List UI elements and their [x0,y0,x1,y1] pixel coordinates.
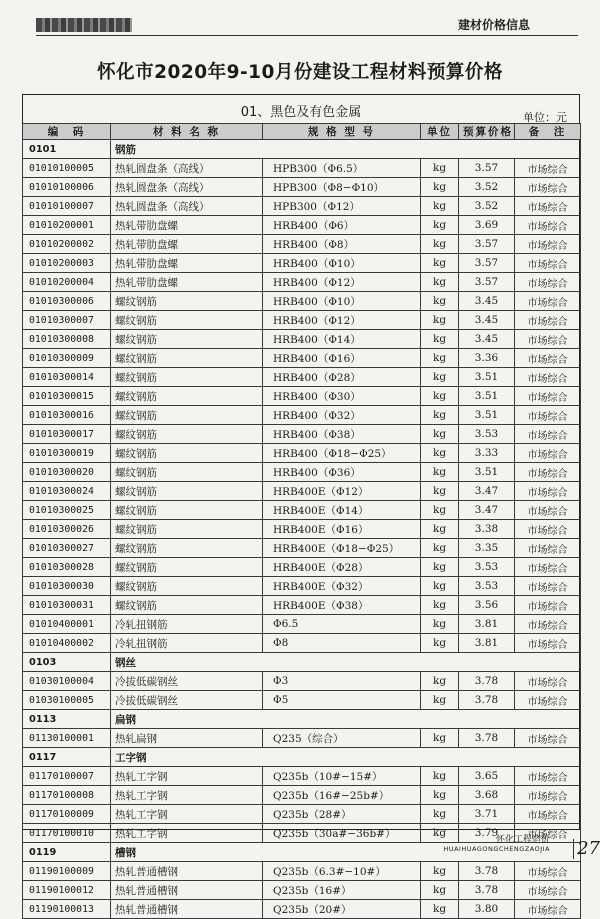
category-code: 0113 [23,710,111,729]
item-note: 市场综合 [515,254,581,273]
item-price: 3.69 [459,216,515,235]
item-note: 市场综合 [515,235,581,254]
item-spec: HPB300（Φ8−Φ10） [263,178,421,197]
item-name: 冷拔低碳钢丝 [111,691,263,710]
column-header: 规 格 型 号 [263,124,421,140]
item-unit: kg [421,273,459,292]
item-code: 01010200001 [23,216,111,235]
table-row [23,672,581,691]
item-name: 热轧工字钢 [111,786,263,805]
item-name: 螺纹钢筋 [111,387,263,406]
item-note: 市场综合 [515,330,581,349]
table-row [23,406,581,425]
item-spec: Φ3 [263,672,421,691]
category-code: 0103 [23,653,111,672]
item-price: 3.78 [459,691,515,710]
item-price: 3.38 [459,520,515,539]
item-unit: kg [421,159,459,178]
table-row [23,805,581,824]
item-name: 螺纹钢筋 [111,406,263,425]
item-price: 3.35 [459,539,515,558]
item-spec: HRB400（Φ14） [263,330,421,349]
category-name: 槽钢 [111,843,581,862]
item-code: 01170100008 [23,786,111,805]
item-unit: kg [421,197,459,216]
item-note: 市场综合 [515,596,581,615]
item-note: 市场综合 [515,482,581,501]
item-code: 01010400001 [23,615,111,634]
item-name: 冷拔低碳钢丝 [111,672,263,691]
item-name: 冷轧扭钢筋 [111,634,263,653]
item-unit: kg [421,178,459,197]
item-price: 3.47 [459,501,515,520]
item-name: 热轧带肋盘螺 [111,216,263,235]
item-note: 市场综合 [515,311,581,330]
table-row [23,349,581,368]
item-unit: kg [421,444,459,463]
item-price: 3.53 [459,577,515,596]
item-unit: kg [421,292,459,311]
table-row [23,501,581,520]
item-unit: kg [421,235,459,254]
item-code: 01010400002 [23,634,111,653]
item-price: 3.57 [459,235,515,254]
item-note: 市场综合 [515,767,581,786]
table-row [23,463,581,482]
item-spec: HRB400E（Φ18−Φ25） [263,539,421,558]
item-unit: kg [421,463,459,482]
item-spec: Q235b（16#−25b#） [263,786,421,805]
column-header: 预算价格 [459,124,515,140]
category-row [23,710,581,729]
item-note: 市场综合 [515,672,581,691]
item-code: 01170100007 [23,767,111,786]
item-price: 3.52 [459,197,515,216]
table-row [23,691,581,710]
item-price: 3.51 [459,406,515,425]
item-unit: kg [421,862,459,881]
item-name: 热轧圆盘条（高线） [111,178,263,197]
item-code: 01010300016 [23,406,111,425]
table-row [23,634,581,653]
item-code: 01010300027 [23,539,111,558]
item-name: 热轧带肋盘螺 [111,254,263,273]
item-price: 3.53 [459,425,515,444]
item-code: 01010300008 [23,330,111,349]
item-code: 01010300014 [23,368,111,387]
item-price: 3.57 [459,159,515,178]
item-price: 3.78 [459,672,515,691]
item-spec: HRB400E（Φ28） [263,558,421,577]
item-name: 热轧带肋盘螺 [111,235,263,254]
item-unit: kg [421,824,459,843]
item-unit: kg [421,729,459,748]
item-code: 01030100005 [23,691,111,710]
price-table [22,123,581,919]
column-header: 备 注 [515,124,581,140]
item-spec: Q235b（16#） [263,881,421,900]
category-code: 0117 [23,748,111,767]
category-row [23,140,581,159]
item-note: 市场综合 [515,786,581,805]
item-unit: kg [421,805,459,824]
item-note: 市场综合 [515,444,581,463]
item-note: 市场综合 [515,349,581,368]
table-header-row [23,124,581,140]
table-row [23,273,581,292]
unit-label: 单位：元 [523,111,567,124]
item-unit: kg [421,539,459,558]
item-unit: kg [421,520,459,539]
table-row [23,767,581,786]
item-unit: kg [421,672,459,691]
item-name: 热轧圆盘条（高线） [111,197,263,216]
item-note: 市场综合 [515,292,581,311]
item-note: 市场综合 [515,881,581,900]
table-row [23,900,581,919]
item-name: 螺纹钢筋 [111,463,263,482]
item-code: 01010300019 [23,444,111,463]
item-code: 01010300030 [23,577,111,596]
item-note: 市场综合 [515,216,581,235]
item-spec: Q235b（6.3#−10#） [263,862,421,881]
item-spec: HRB400（Φ30） [263,387,421,406]
item-name: 螺纹钢筋 [111,444,263,463]
item-name: 热轧工字钢 [111,767,263,786]
item-unit: kg [421,482,459,501]
table-row [23,330,581,349]
item-spec: HRB400（Φ32） [263,406,421,425]
header-tag: 建材价格信息 [457,18,530,32]
item-price: 3.81 [459,634,515,653]
item-spec: HRB400（Φ8） [263,235,421,254]
item-spec: HRB400（Φ10） [263,254,421,273]
item-note: 市场综合 [515,634,581,653]
item-unit: kg [421,615,459,634]
item-code: 01010100006 [23,178,111,197]
page-footer [443,832,578,853]
table-row [23,615,581,634]
item-note: 市场综合 [515,501,581,520]
item-note: 市场综合 [515,558,581,577]
item-code: 01010300028 [23,558,111,577]
item-price: 3.51 [459,368,515,387]
item-spec: HRB400（Φ10） [263,292,421,311]
item-spec: Φ6.5 [263,615,421,634]
table-row [23,216,581,235]
item-spec: Q235b（28#） [263,805,421,824]
item-note: 市场综合 [515,178,581,197]
column-header: 单位 [421,124,459,140]
item-unit: kg [421,501,459,520]
item-unit: kg [421,387,459,406]
item-spec: HPB300（Φ6.5） [263,159,421,178]
item-code: 01190100012 [23,881,111,900]
item-name: 螺纹钢筋 [111,425,263,444]
table-row [23,425,581,444]
publication-logo [36,18,132,32]
item-note: 市场综合 [515,862,581,881]
item-code: 01010100007 [23,197,111,216]
page-header [22,14,582,34]
item-note: 市场综合 [515,159,581,178]
item-price: 3.47 [459,482,515,501]
item-name: 热轧普通槽钢 [111,900,263,919]
item-note: 市场综合 [515,406,581,425]
category-code: 0101 [23,140,111,159]
item-unit: kg [421,881,459,900]
item-code: 01010200002 [23,235,111,254]
item-name: 热轧普通槽钢 [111,862,263,881]
item-unit: kg [421,425,459,444]
item-name: 螺纹钢筋 [111,520,263,539]
table-row [23,520,581,539]
table-row [23,292,581,311]
table-row [23,482,581,501]
item-code: 01130100001 [23,729,111,748]
item-price: 3.56 [459,596,515,615]
item-name: 螺纹钢筋 [111,596,263,615]
item-spec: Q235b（30a#−36b#） [263,824,421,843]
table-body [23,140,581,919]
item-name: 螺纹钢筋 [111,577,263,596]
item-spec: Q235b（10#−15#） [263,767,421,786]
item-price: 3.71 [459,805,515,824]
item-price: 3.52 [459,178,515,197]
item-note: 市场综合 [515,900,581,919]
item-unit: kg [421,406,459,425]
item-price: 3.81 [459,615,515,634]
item-price: 3.57 [459,254,515,273]
item-note: 市场综合 [515,729,581,748]
item-unit: kg [421,349,459,368]
table-row [23,159,581,178]
category-name: 钢筋 [111,140,581,159]
item-name: 热轧扁钢 [111,729,263,748]
item-spec: HRB400（Φ6） [263,216,421,235]
item-price: 3.51 [459,387,515,406]
table-row [23,444,581,463]
item-spec: HRB400（Φ36） [263,463,421,482]
item-name: 螺纹钢筋 [111,311,263,330]
column-header: 编 码 [23,124,111,140]
item-note: 市场综合 [515,691,581,710]
table-row [23,596,581,615]
item-price: 3.45 [459,292,515,311]
item-price: 3.53 [459,558,515,577]
item-code: 01010100005 [23,159,111,178]
item-name: 热轧工字钢 [111,805,263,824]
item-price: 3.80 [459,900,515,919]
item-spec: HRB400（Φ18−Φ25） [263,444,421,463]
item-price: 3.78 [459,862,515,881]
item-spec: HRB400（Φ12） [263,311,421,330]
item-code: 01010300015 [23,387,111,406]
table-row [23,311,581,330]
item-name: 螺纹钢筋 [111,558,263,577]
item-price: 3.33 [459,444,515,463]
item-spec: Q235b（20#） [263,900,421,919]
item-code: 01190100013 [23,900,111,919]
item-note: 市场综合 [515,520,581,539]
table-row [23,387,581,406]
item-note: 市场综合 [515,615,581,634]
item-price: 3.45 [459,330,515,349]
column-header: 材 料 名 称 [111,124,263,140]
item-name: 螺纹钢筋 [111,330,263,349]
table-row [23,729,581,748]
item-spec: HRB400（Φ12） [263,273,421,292]
item-spec: HRB400E（Φ12） [263,482,421,501]
item-unit: kg [421,767,459,786]
category-row [23,748,581,767]
table-row [23,881,581,900]
table-row [23,368,581,387]
item-code: 01190100009 [23,862,111,881]
table-row [23,235,581,254]
footer-brand: 怀化工程造价 [495,835,550,845]
footer-pinyin: HUAIHUAGONGCHENGZAOJIA [443,845,550,853]
item-name: 螺纹钢筋 [111,539,263,558]
table-row [23,862,581,881]
item-spec: HRB400E（Φ14） [263,501,421,520]
item-spec: Φ5 [263,691,421,710]
item-unit: kg [421,330,459,349]
item-name: 螺纹钢筋 [111,292,263,311]
item-code: 01010300026 [23,520,111,539]
table-row [23,786,581,805]
item-code: 01010200003 [23,254,111,273]
item-unit: kg [421,577,459,596]
item-note: 市场综合 [515,463,581,482]
page-number: 27 [577,838,600,859]
item-note: 市场综合 [515,368,581,387]
table-row [23,197,581,216]
item-note: 市场综合 [515,425,581,444]
table-row [23,577,581,596]
item-name: 热轧普通槽钢 [111,881,263,900]
category-name: 扁钢 [111,710,581,729]
category-code: 0119 [23,843,111,862]
category-name: 钢丝 [111,653,581,672]
item-unit: kg [421,216,459,235]
item-unit: kg [421,596,459,615]
item-note: 市场综合 [515,824,581,843]
item-name: 热轧工字钢 [111,824,263,843]
item-spec: HPB300（Φ12） [263,197,421,216]
item-spec: Φ8 [263,634,421,653]
item-name: 螺纹钢筋 [111,349,263,368]
table-row [23,558,581,577]
item-price: 3.51 [459,463,515,482]
item-name: 热轧带肋盘螺 [111,273,263,292]
item-name: 螺纹钢筋 [111,501,263,520]
item-code: 01010300009 [23,349,111,368]
item-unit: kg [421,634,459,653]
item-spec: HRB400（Φ16） [263,349,421,368]
item-note: 市场综合 [515,577,581,596]
item-spec: HRB400E（Φ16） [263,520,421,539]
item-price: 3.78 [459,881,515,900]
item-code: 01010300017 [23,425,111,444]
item-code: 01010300031 [23,596,111,615]
item-code: 01010200004 [23,273,111,292]
item-spec: HRB400E（Φ32） [263,577,421,596]
page-title: 怀化市2020年9-10月份建设工程材料预算价格 [97,62,503,83]
item-name: 螺纹钢筋 [111,482,263,501]
item-price: 3.36 [459,349,515,368]
table-row [23,254,581,273]
item-code: 01010300024 [23,482,111,501]
item-code: 01030100004 [23,672,111,691]
item-code: 01010300006 [23,292,111,311]
item-spec: HRB400（Φ38） [263,425,421,444]
item-price: 3.68 [459,786,515,805]
item-note: 市场综合 [515,539,581,558]
item-note: 市场综合 [515,273,581,292]
item-unit: kg [421,786,459,805]
item-note: 市场综合 [515,387,581,406]
item-note: 市场综合 [515,197,581,216]
item-code: 01170100010 [23,824,111,843]
item-note: 市场综合 [515,805,581,824]
item-price: 3.65 [459,767,515,786]
item-spec: HRB400（Φ28） [263,368,421,387]
table-row [23,539,581,558]
item-unit: kg [421,311,459,330]
item-price: 3.45 [459,311,515,330]
header-rule [36,35,578,36]
item-price: 3.57 [459,273,515,292]
table-row [23,178,581,197]
section-title: 01、黑色及有色金属 [240,105,362,120]
item-code: 01170100009 [23,805,111,824]
item-price: 3.78 [459,729,515,748]
category-name: 工字钢 [111,748,581,767]
item-unit: kg [421,368,459,387]
item-code: 01010300025 [23,501,111,520]
item-spec: HRB400E（Φ38） [263,596,421,615]
item-name: 螺纹钢筋 [111,368,263,387]
footer-divider [573,839,574,859]
item-unit: kg [421,691,459,710]
item-spec: Q235（综合） [263,729,421,748]
item-unit: kg [421,900,459,919]
item-name: 热轧圆盘条（高线） [111,159,263,178]
item-unit: kg [421,558,459,577]
item-name: 冷轧扭钢筋 [111,615,263,634]
item-unit: kg [421,254,459,273]
item-price: 3.79 [459,824,515,843]
item-code: 01010300020 [23,463,111,482]
item-code: 01010300007 [23,311,111,330]
category-row [23,653,581,672]
